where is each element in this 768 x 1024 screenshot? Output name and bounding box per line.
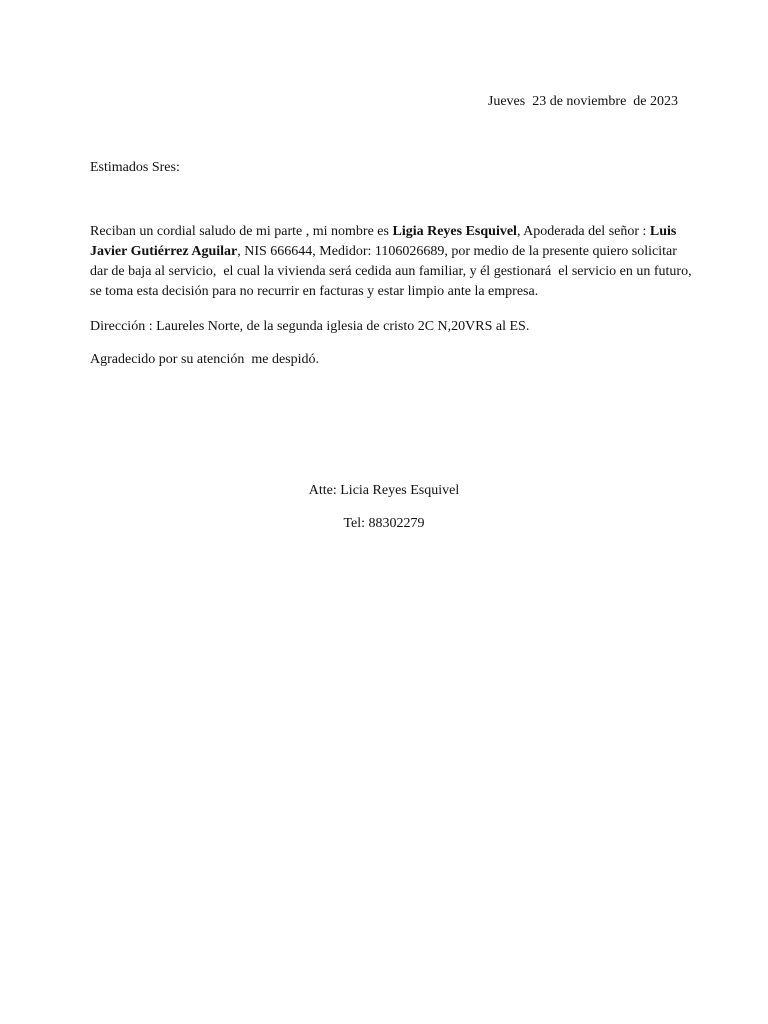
body-text: , NIS 666644, Medidor: 1106026689, por medio de la presente quiero solicitar xyxy=(237,244,677,259)
letter-date: Jueves 23 de noviembre de 2023 xyxy=(487,94,678,109)
body-line-3: dar de baja al servicio, el cual la vivienda será cedida aun familiar, y él gestionará el servicio en un futuro, xyxy=(90,264,692,279)
body-line-1 xyxy=(90,222,690,242)
body-text: Reciban un cordial saludo de mi parte , mi nombre es xyxy=(90,224,393,239)
body-line-2 xyxy=(90,242,690,262)
client-name-rest: Javier Gutiérrez Aguilar xyxy=(90,244,238,259)
letter-phone: Tel: 88302279 xyxy=(343,516,425,531)
letter-address: Dirección : Laureles Norte, de la segunda iglesia de cristo 2C N,20VRS al ES. xyxy=(90,319,530,334)
letter-farewell: Agradecido por su atención me despidó. xyxy=(90,352,319,367)
sender-name: Ligia Reyes Esquivel xyxy=(392,224,517,239)
client-name-first: Luis xyxy=(649,224,677,239)
letter-body xyxy=(90,222,690,302)
letter-signature: Atte: Licia Reyes Esquivel xyxy=(308,483,460,498)
letter-greeting: Estimados Sres: xyxy=(90,160,180,175)
body-text: , Apoderada del señor : xyxy=(516,224,650,239)
body-line-4: se toma esta decisión para no recurrir en facturas y estar limpio ante la empresa. xyxy=(90,284,539,299)
